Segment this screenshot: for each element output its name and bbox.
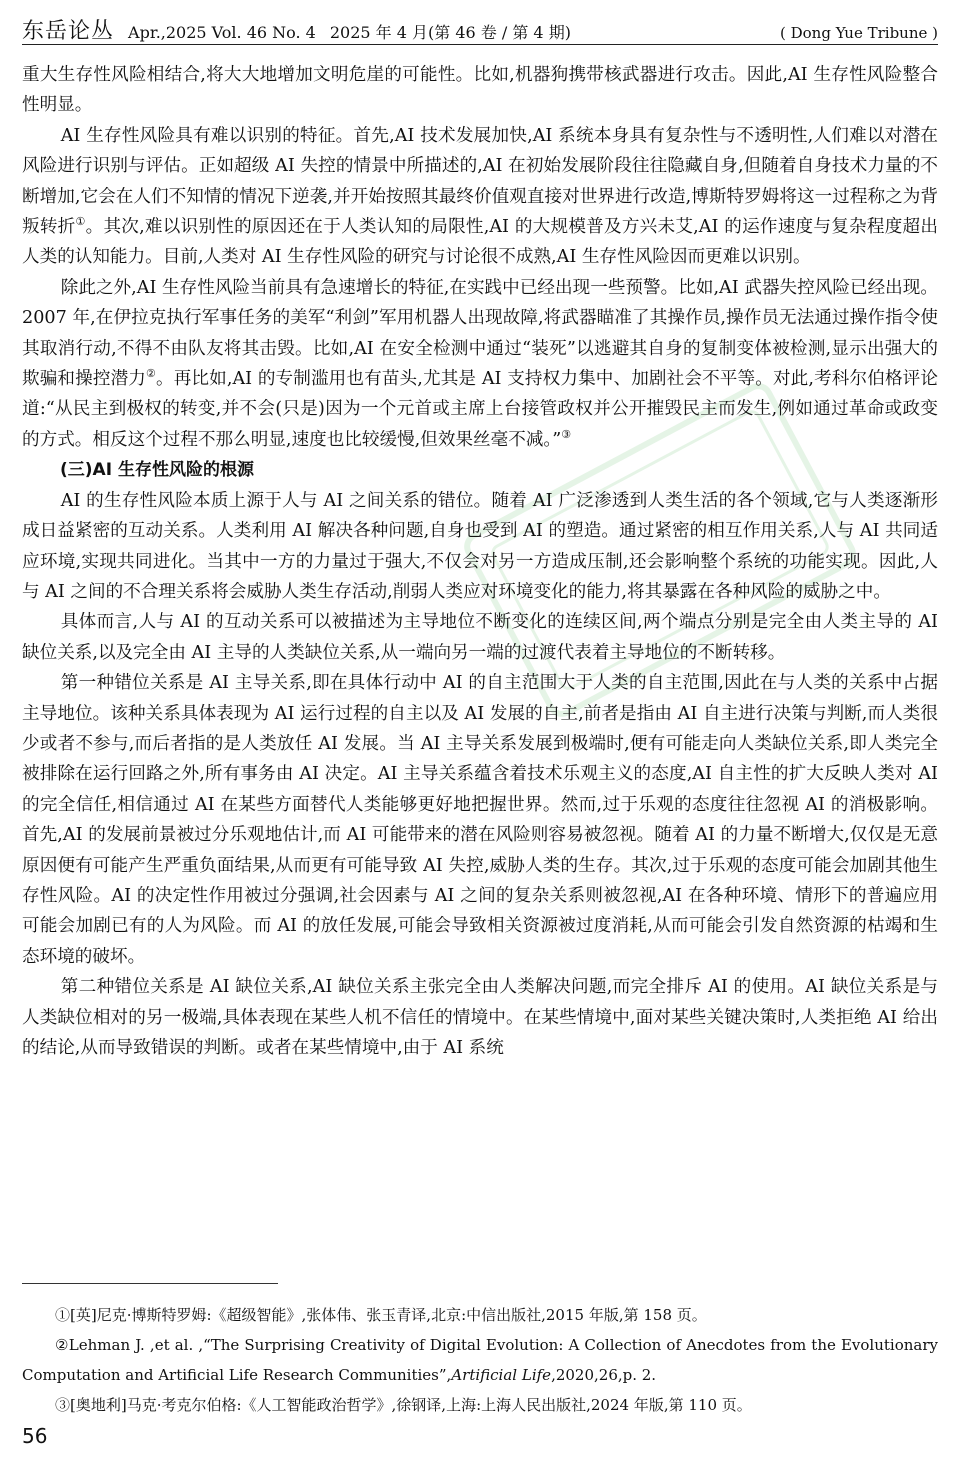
- issue-info-en: Apr.,2025 Vol. 46 No. 4: [128, 23, 316, 42]
- running-header: [22, 14, 938, 45]
- paragraph: 第一种错位关系是 AI 主导关系,即在具体行动中 AI 的自主范围大于人类的自主范围,因此在与人类的关系中占据主导地位。该种关系具体表现为 AI 运行过程的自主以及 AI 发展的自主,前者是指由 AI 自主进行决策与判断,而人类很少或者不参与,而后者指的是人类放任 AI 发展。当 AI 主导关系发展到极端时,便有可能走向人类缺位关系,即人类完全被排除在运行回路之外,所有事务由 AI 决定。AI 主导关系蕴含着技术乐观主义的态度,AI 自主性的扩大反映人类对 AI 的完全信任,相信通过 AI 在某些方面替代人类能够更好地把握世界。然而,过于乐观的态度往往忽视 AI 的消极影响。首先,AI 的发展前景被过分乐观地估计,而 AI 可能带来的潜在风险则容易被忽视。随着 AI 的力量不断增大,仅仅是无意原因便有可能产生严重负面结果,从而更有可能导致 AI 失控,威胁人类的生存。其次,过于乐观的态度可能会加剧其他生存性风险。AI 的决定性作用被过分强调,社会因素与 AI 之间的复杂关系则被忽视,AI 在各种环境、情形下的普遍应用可能会加剧已有的人为风险。而 AI 的放任发展,可能会导致相关资源被过度消耗,从而可能会引发自然资源的枯竭和生态环境的破坏。: [22, 673, 938, 967]
- article-body: [22, 60, 938, 1063]
- journal-name: 东岳论丛: [22, 19, 115, 44]
- footnote-1: ①[英]尼克·博斯特罗姆:《超级智能》,张体伟、张玉青译,北京:中信出版社,2015 年版,第 158 页。: [55, 1306, 707, 1324]
- footnote-3: ③[奥地利]马克·考克尔伯格:《人工智能政治哲学》,徐钢译,上海:上海人民出版社,2024 年版,第 110 页。: [55, 1396, 752, 1414]
- footnote-divider: [22, 1283, 278, 1284]
- footnote-ref[interactable]: ①: [75, 215, 86, 229]
- footnote-2: ②Lehman J. ,et al. ,“The Surprising Creativity of Digital Evolution: A Collection of Anecdotes from the Evolutionary Computation and Artificial Life Research Communities”,Artificial Life,2020,26,p. 2.: [22, 1336, 938, 1384]
- paragraph: 第二种错位关系是 AI 缺位关系,AI 缺位关系主张完全由人类解决问题,而完全排斥 AI 的使用。AI 缺位关系是与人类缺位相对的另一极端,具体表现在某些人机不信任的情境中。在某些情境中,面对某些关键决策时,人类拒绝 AI 给出的结论,从而导致错误的判断。或者在某些情境中,由于 AI 系统: [22, 977, 938, 1058]
- paragraph: 除此之外,AI 生存性风险当前具有急速增长的特征,在实践中已经出现一些预警。比如,AI 武器失控风险已经出现。2007 年,在伊拉克执行军事任务的美军“利剑”军用机器人出现故障,将武器瞄准了其操作员,操作员无法通过操作指令使其取消行动,不得不由队友将其击毁。比如,AI 在安全检测中通过“装死”以逃避其自身的复制变体被检测,显示出强大的欺骗和操控潜力②。再比如,AI 的专制滥用也有苗头,尤其是 AI 支持权力集中、加剧社会不平等。对此,考科尔伯格评论道:“从民主到极权的转变,并不会(只是)因为一个元首或主席上台接管政权并公开摧毁民主而发生,例如通过革命或政变的方式。相反这个过程不那么明显,速度也比较缓慢,但效果丝毫不减。”③: [22, 277, 938, 450]
- issue-info-cn: 2025 年 4 月(第 46 卷 / 第 4 期): [329, 23, 571, 42]
- footnote-ref[interactable]: ②: [146, 367, 156, 381]
- paragraph: 具体而言,人与 AI 的互动关系可以被描述为主导地位不断变化的连续区间,两个端点分别是完全由人类主导的 AI 缺位关系,以及完全由 AI 主导的人类缺位关系,从一端向另一端的过渡代表着主导地位的不断转移。: [22, 612, 938, 663]
- page-number: 56: [22, 1424, 48, 1448]
- footnote-ref[interactable]: ③: [561, 428, 572, 442]
- paragraph: 重大生存性风险相结合,将大大地增加文明危崖的可能性。比如,机器狗携带核武器进行攻击。因此,AI 生存性风险整合性明显。: [22, 65, 938, 116]
- journal-name-en: ( Dong Yue Tribune ): [779, 24, 938, 42]
- paragraph: AI 生存性风险具有难以识别的特征。首先,AI 技术发展加快,AI 系统本身具有复杂性与不透明性,人们难以对潜在风险进行识别与评估。正如超级 AI 失控的情景中所描述的,AI 在初始发展阶段往往隐藏自身,但随着自身技术力量的不断增加,它会在人们不知情的情况下逆袭,并开始按照其最终价值观直接对世界进行改造,博斯特罗姆将这一过程称之为背叛转折①。其次,难以识别性的原因还在于人类认知的局限性,AI 的大规模普及方兴未艾,AI 的运作速度与复杂程度超出人类的认知能力。目前,人类对 AI 生存性风险的研究与讨论很不成熟,AI 生存性风险因而更难以识别。: [22, 125, 938, 268]
- footnotes: [22, 1300, 938, 1420]
- paragraph: AI 的生存性风险本质上源于人与 AI 之间关系的错位。随着 AI 广泛渗透到人类生活的各个领域,它与人类逐渐形成日益紧密的互动关系。人类利用 AI 解决各种问题,自身也受到 AI 的塑造。通过紧密的相互作用关系,人与 AI 共同适应环境,实现共同进化。当其中一方的力量过于强大,不仅会对另一方造成压制,还会影响整个系统的功能实现。因此,人与 AI 之间的不合理关系将会威胁人类生存活动,削弱人类应对环境变化的能力,将其暴露在各种风险的威胁之中。: [22, 490, 938, 602]
- section-heading: (三)AI 生存性风险的根源: [60, 460, 254, 481]
